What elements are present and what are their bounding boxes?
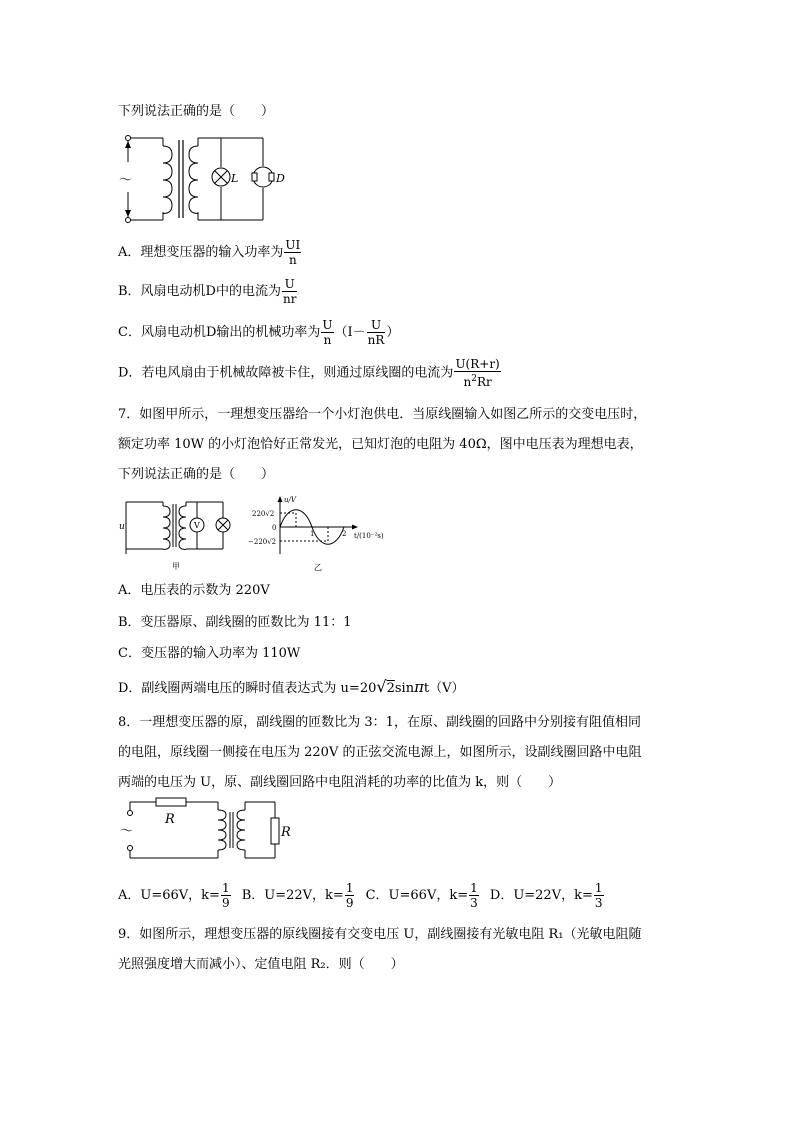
q9-line2: 光照强度增大而减小）、定值电阻 R₂．则（ ）	[118, 957, 404, 972]
q7-axis-u-label: u/V	[284, 496, 296, 504]
q7-tick-neg: −220√2	[248, 538, 277, 546]
q7-figure-jia	[118, 494, 238, 578]
q8-circuit-figure	[118, 796, 298, 870]
q8-option-a: A．U=66V，k= $\frac{1}{9}$	[118, 881, 230, 910]
q7-option-d: D．副线圈两端电压的瞬时值表达式为 u=20√2sinπt（V）	[118, 677, 465, 696]
q7-caption-jia: 甲	[172, 562, 180, 571]
q6-circuit-figure	[118, 132, 298, 231]
q6-motor-label: D	[276, 172, 285, 185]
q6-option-a: A．理想变压器的输入功率为 $\frac{UI}{n}$	[118, 238, 301, 267]
q7-option-c: C．变压器的输入功率为 110W	[118, 646, 301, 661]
q7-tick-pos: 220√2	[252, 510, 275, 518]
q7-tick-one: 1	[310, 530, 315, 538]
q7-line3: 下列说法正确的是（ ）	[118, 467, 275, 482]
q9-line1: 9．如图所示，理想变压器的原线圈接有交变电压 U，副线圈接有光敏电阻 R₁（光敏电阻随	[118, 927, 642, 942]
q7-option-b: B．变压器原、副线圈的匝数比为 11：1	[118, 615, 352, 630]
q8-line2: 的电阻，原线圈一侧接在电压为 220V 的正弦交流电源上，如图所示，设副线圈回路中电阻	[118, 745, 642, 760]
q6-option-b: B．风扇电动机D中的电流为 $\frac{U}{nr}$	[118, 277, 297, 306]
q6-option-c: C．风扇电动机D输出的机械功率为 $\frac{U}{n}$ （I－ $\frac{U}{nR}$ ）	[118, 318, 400, 347]
q6-ac-symbol: ～	[119, 173, 133, 188]
q8-option-d: D．U=22V，k= $\frac{1}{3}$	[489, 881, 603, 910]
q8-ac-symbol: ～	[120, 824, 134, 839]
q7-line2: 额定功率 10W 的小灯泡恰好正常发光，已知灯泡的电阻为 40Ω，图中电压表为理想电表，	[118, 437, 643, 452]
q6-stem-tail: 下列说法正确的是（ ）	[118, 104, 275, 119]
q8-option-c: C．U=66V，k= $\frac{1}{3}$	[365, 881, 478, 910]
q8-resistor-label-secondary: R	[281, 825, 291, 840]
q8-line1: 8．一理想变压器的原，副线圈的匝数比为 3：1，在原、副线圈的回路中分别接有阻值相同	[118, 715, 641, 730]
q7-u-label: u	[119, 522, 125, 532]
q7-tick-zero: 0	[272, 524, 277, 532]
q7-caption-yi: 乙	[314, 563, 322, 572]
q8-resistor-label-primary: R	[165, 812, 175, 827]
q7-axis-t-label: t/(10⁻²s)	[354, 532, 384, 540]
q7-figure-yi-graph	[244, 494, 404, 578]
q6-option-d: D．若电风扇由于机械故障被卡住，则通过原线圈的电流为 $\frac{U(R+r)}{n^2Rr}$	[118, 357, 500, 389]
q7-option-a: A．电压表的示数为 220V	[118, 583, 270, 598]
q6-lamp-label: L	[231, 172, 239, 185]
q7-voltmeter-label: V	[194, 521, 200, 530]
q7-line1: 7．如图甲所示，一理想变压器给一个小灯泡供电．当原线圈输入如图乙所示的交变电压时，	[118, 407, 647, 422]
q7-tick-two: 2	[342, 530, 347, 538]
q8-option-b: B．U=22V，k= $\frac{1}{9}$	[241, 881, 354, 910]
q8-options	[118, 880, 605, 912]
q8-line3: 两端的电压为 U，原、副线圈回路中电阻消耗的功率的比值为 k，则（ ）	[118, 775, 562, 790]
